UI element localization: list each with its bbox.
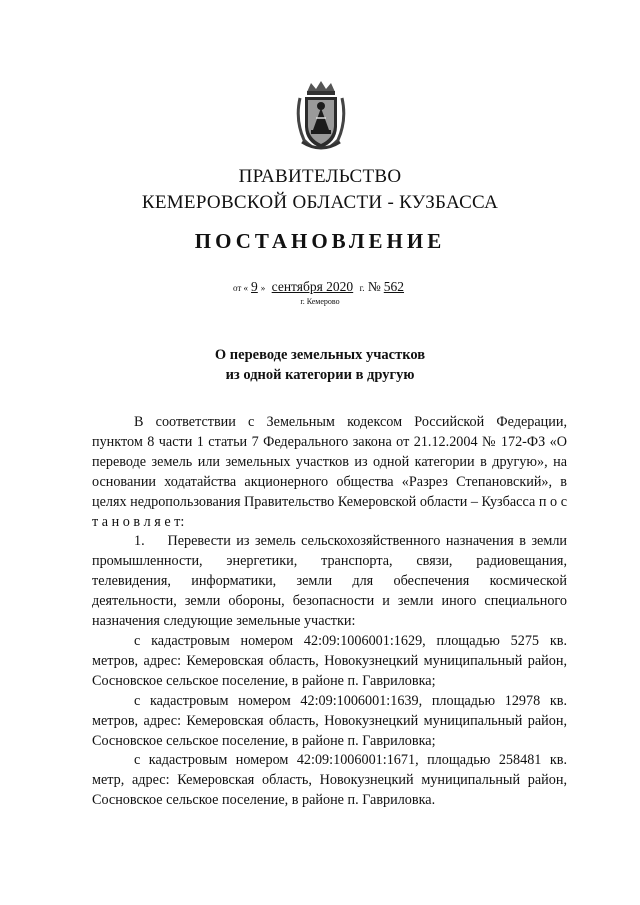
date-day-suffix: » bbox=[260, 283, 266, 293]
document-number: 562 bbox=[383, 279, 405, 294]
document-type-title: ПОСТАНОВЛЕНИЕ bbox=[194, 229, 446, 253]
city-label: г. Кемерово bbox=[300, 297, 340, 306]
parcel-1-paragraph: с кадастровым номером 42:09:1006001:1629, площадью 5275 кв. метров, адрес: Кемеровская область, Новокузнецкий муниципальный район, Сосновское сельское поселение, в районе п. Гавриловка; bbox=[92, 632, 567, 689]
document-subject bbox=[0, 345, 640, 385]
document-body bbox=[92, 413, 567, 811]
date-year-suffix: г. bbox=[359, 283, 365, 293]
parcel-3-paragraph: с кадастровым номером 42:09:1006001:1671, площадью 258481 кв. метр, адрес: Кемеровская область, Новокузнецкий муниципальный район, Сосновское сельское поселение, в районе п. Гавриловка. bbox=[92, 752, 567, 809]
government-name-line2: КЕМЕРОВСКОЙ ОБЛАСТИ - КУЗБАССА bbox=[141, 192, 499, 213]
intro-paragraph: В соответствии с Земельным кодексом Российской Федерации, пунктом 8 части 1 статьи 7 Федерального закона от 21.12.2004 № 172-ФЗ «О переводе земель или земельных участков из одной категории в другую», на основании ходатайства акционерного общества «Разрез Степановский», в целях недропользования Правительство Кемеровской области – Кузбасса п о с т а н о в л я е т: bbox=[92, 414, 567, 530]
coat-of-arms-icon bbox=[294, 80, 348, 152]
item-1-number: 1. bbox=[134, 533, 145, 550]
parcel-2-paragraph: с кадастровым номером 42:09:1006001:1639, площадью 12978 кв. метров, адрес: Кемеровская область, Новокузнецкий муниципальный район, Сосновское сельское поселение, в районе п. Гавриловка; bbox=[92, 692, 567, 749]
government-name-line1: ПРАВИТЕЛЬСТВО bbox=[238, 166, 402, 187]
item-1-text: Перевести из земель сельскохозяйственного назначения в земли промышленности, энергетики, транспорта, связи, радиовещания, телевидения, информатики, земли для обеспечения космической деятельности, земли обороны, безопасности и земли иного специального назначения следующие земельные участки: bbox=[92, 533, 567, 630]
document-number-prefix: № bbox=[367, 279, 381, 294]
subject-line1: О переводе земельных участков bbox=[214, 347, 426, 363]
date-prefix: от « bbox=[232, 283, 249, 293]
date-number-line bbox=[0, 279, 640, 295]
subject-line2: из одной категории в другую bbox=[225, 367, 415, 383]
item-1-paragraph bbox=[92, 532, 567, 632]
date-day: 9 bbox=[251, 279, 258, 294]
date-month-year: сентября 2020 bbox=[271, 279, 354, 294]
